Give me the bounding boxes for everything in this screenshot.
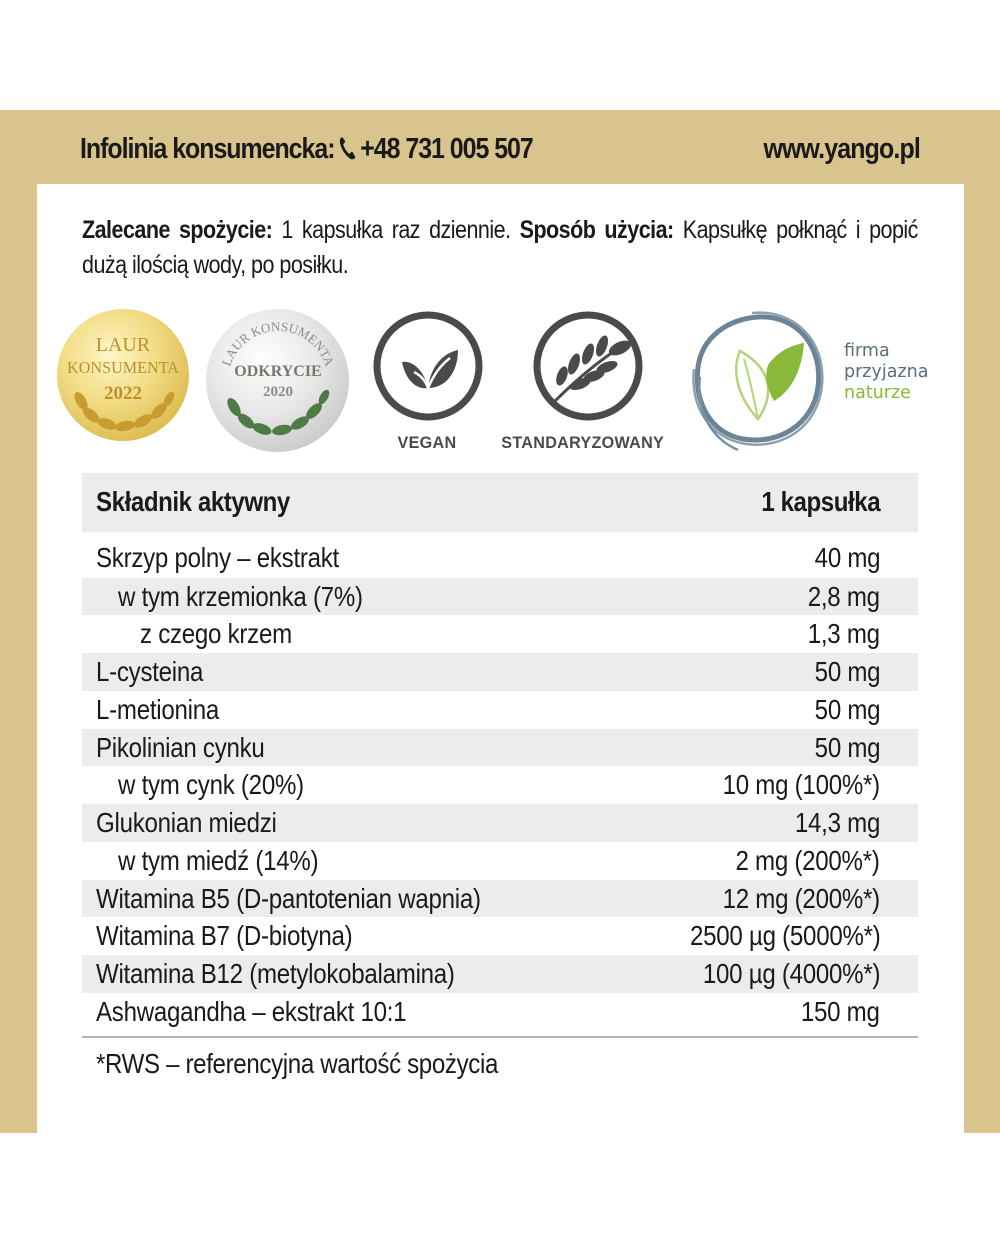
ingredient-name: L-metionina (96, 693, 219, 725)
ingredient-amount: 50 mg (814, 731, 880, 763)
ingredient-name: Witamina B7 (D-biotyna) (96, 920, 353, 952)
silver-badge-year: 2020 (263, 384, 293, 400)
laur-konsumenta-2022-badge (57, 309, 189, 441)
eco-line2: przyjazna (844, 362, 929, 382)
gold-badge-line2: KONSUMENTA (67, 358, 180, 377)
table-row (82, 615, 918, 653)
ingredient-amount: 50 mg (814, 656, 880, 687)
ingredient-name: Skrzyp polny – ekstrakt (96, 542, 340, 573)
table-row (82, 766, 918, 804)
vegan-label: VEGAN (397, 433, 457, 452)
table-row (82, 955, 918, 993)
table-row (82, 691, 918, 729)
ingredient-amount: 2,8 mg (807, 580, 880, 612)
herb-sprig-icon (532, 310, 644, 422)
phone-number[interactable]: +48 731 005 507 (360, 133, 533, 165)
footnote: *RWS – referencyjna wartość spożycia (96, 1048, 499, 1079)
table-body (82, 532, 918, 1031)
ingredient-amount: 40 mg (814, 542, 880, 573)
ingredient-amount: 14,3 mg (794, 807, 880, 838)
ingredient-name: z czego krzem (140, 618, 292, 650)
table-row (82, 578, 918, 616)
table-row (82, 993, 918, 1031)
column-header-ingredient: Składnik aktywny (96, 486, 290, 517)
ingredient-amount: 150 mg (801, 995, 880, 1027)
ingredient-amount: 2 mg (200%*) (735, 844, 880, 876)
usage-instructions (82, 213, 918, 283)
table-row (82, 653, 918, 691)
ingredient-name: w tym cynk (20%) (118, 769, 304, 801)
table-row (82, 532, 918, 578)
table-row (82, 804, 918, 842)
ingredient-name: Ashwagandha – ekstrakt 10:1 (96, 995, 407, 1027)
ingredient-amount: 2500 µg (5000%*) (689, 920, 880, 952)
ingredient-name: w tym miedź (14%) (118, 844, 319, 876)
ingredient-name: w tym krzemionka (7%) (118, 580, 363, 612)
table-row (82, 842, 918, 880)
ingredient-name: Glukonian miedzi (96, 807, 277, 838)
eco-leaf-icon (688, 307, 828, 452)
method-text: Kapsułkę połknąć i popić dużą ilością wody, po posiłku. (82, 216, 918, 279)
ingredients-table (82, 473, 918, 1031)
standardized-label: STANDARYZOWANY (501, 433, 665, 452)
website-link[interactable]: www.yango.pl (763, 133, 920, 165)
table-header (82, 473, 918, 532)
ingredient-amount: 10 mg (100%*) (722, 769, 880, 801)
svg-text:LAUR KONSUMENTA (219, 319, 338, 369)
dose-text: 1 kapsułka raz dziennie. (272, 216, 520, 244)
ingredient-amount: 1,3 mg (807, 618, 880, 650)
ingredient-name: Witamina B5 (D-pantotenian wapnia) (96, 882, 481, 914)
dose-label: Zalecane spożycie: (82, 216, 273, 244)
column-header-amount: 1 kapsułka (761, 486, 880, 517)
eco-line1: firma (844, 341, 890, 361)
laur-konsumenta-odkrycie-2020-badge (206, 309, 349, 452)
eco-badge-text (844, 341, 928, 404)
gold-badge-line1: LAUR (95, 334, 151, 356)
ingredient-name: L-cysteina (96, 656, 204, 687)
ingredient-amount: 50 mg (814, 693, 880, 725)
table-row (82, 917, 918, 955)
infoline-label: Infolinia konsumencka: (80, 133, 335, 165)
table-row (82, 880, 918, 918)
ingredient-name: Witamina B12 (metylokobalamina) (96, 958, 455, 989)
table-bottom-rule (82, 1036, 918, 1038)
phone-icon (338, 135, 357, 161)
method-label: Sposób użycia: (519, 216, 674, 244)
eco-line3: naturze (844, 383, 911, 403)
silver-badge-title: ODKRYCIE (234, 363, 322, 380)
contact-bar (80, 133, 920, 173)
ingredient-amount: 12 mg (200%*) (722, 882, 880, 914)
ingredient-name: Pikolinian cynku (96, 731, 265, 763)
ingredient-amount: 100 µg (4000%*) (702, 958, 880, 989)
infoline (80, 133, 533, 166)
silver-badge-arc-text: LAUR KONSUMENTA (218, 318, 338, 369)
table-row (82, 729, 918, 767)
leaf-icon (372, 310, 484, 422)
gold-badge-year: 2022 (104, 383, 142, 404)
